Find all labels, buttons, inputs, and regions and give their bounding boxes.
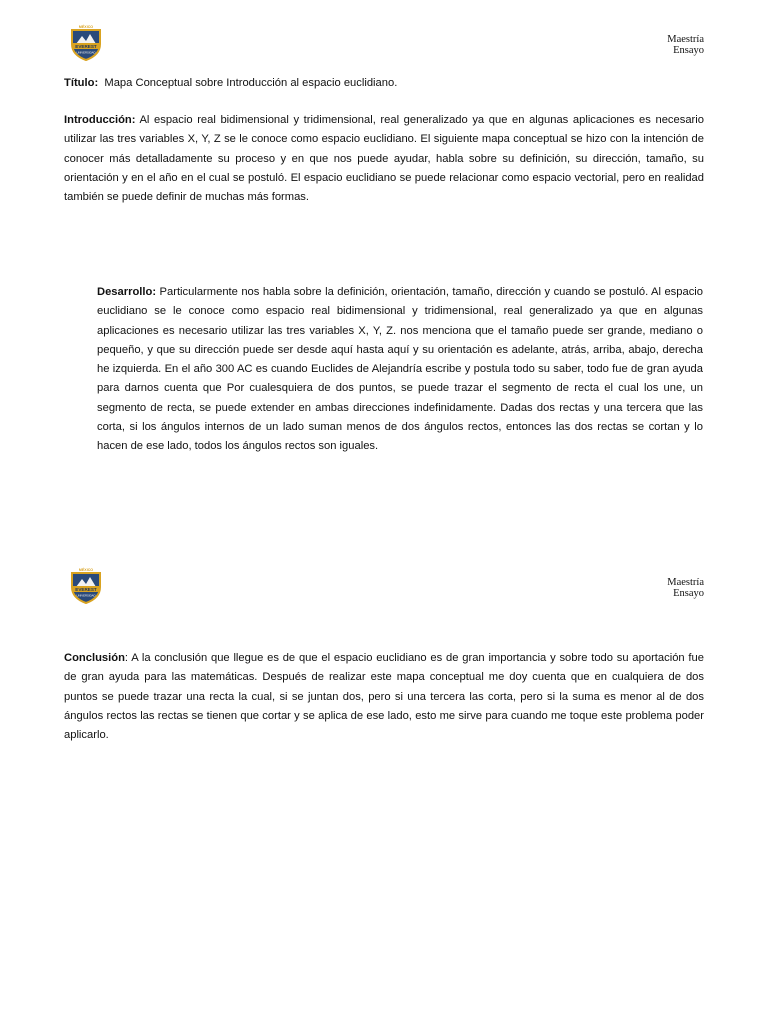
- header-type: Ensayo: [673, 45, 704, 56]
- introduction-paragraph: [64, 111, 704, 207]
- conclusion-label: Conclusión: [64, 652, 125, 664]
- page-header-right: [667, 34, 704, 56]
- university-shield-logo-icon: [66, 565, 106, 605]
- svg-text:MÉXICO: MÉXICO: [78, 25, 94, 29]
- title-text: Mapa Conceptual sobre Introducción al espacio euclidiano.: [104, 77, 398, 89]
- svg-text:MÉXICO: MÉXICO: [78, 568, 94, 572]
- page2-header-right: [667, 577, 704, 599]
- university-logo: [66, 22, 106, 62]
- introduction-label: Introducción:: [64, 114, 136, 126]
- conclusion-paragraph: [64, 649, 704, 745]
- development-paragraph: [97, 283, 703, 457]
- document-title: [64, 74, 704, 93]
- header-program: Maestría: [667, 577, 704, 588]
- svg-text:UNIVERSIDAD: UNIVERSIDAD: [76, 50, 96, 55]
- development-label: Desarrollo:: [97, 286, 157, 298]
- svg-text:UNIVERSIDAD: UNIVERSIDAD: [76, 593, 96, 598]
- university-shield-logo-icon: [66, 22, 106, 62]
- header-type: Ensayo: [673, 588, 704, 599]
- svg-text:EVEREST: EVEREST: [75, 587, 97, 592]
- introduction-text: Al espacio real bidimensional y tridimensional, real generalizado ya que en algunas aplicaciones es necesario utilizar las tres variables X, Y, Z se le conoce como espacio euclidiano. El siguiente mapa conceptual se hizo con la intención de conocer más detalladamente su proceso y en que nos puede ayudar, habla sobre su definición, su dirección, tamaño, su orientación y en el año en el cual se postuló. El espacio euclidiano se puede relacionar como espacio vectorial, pero en realidad también se puede definir de muchas más formas.: [64, 114, 704, 204]
- university-logo-page2: [66, 565, 106, 605]
- header-program: Maestría: [667, 34, 704, 45]
- svg-text:EVEREST: EVEREST: [75, 44, 97, 49]
- development-text: Particularmente nos habla sobre la definición, orientación, tamaño, dirección y cuando se postuló. Al espacio euclidiano se le conoce como espacio real bidimensional y tridimensional, real generalizado ya que en algunas aplicaciones es necesario utilizar las tres variables X, Y, Z. nos menciona que el tamaño puede ser grande, mediano o pequeño, y que su dirección puede ser desde aquí hasta aquí y su orientación es adelante, atrás, arriba, abajo, derecha he izquierda. En el año 300 AC es cuando Euclides de Alejandría escribe y postula todo su saber, todo fue de gran ayuda para darnos cuenta que Por cualesquiera de dos puntos, se puede trazar el segmento de recta el cual los une, un segmento de recta, se puede extender en ambas direcciones indefinidamente. Dadas dos rectas y una tercera que las corta, si los ángulos internos de un lado suman menos de dos ángulos rectos, entonces las dos rectas se cortan y lo hacen de ese lado, todos los ángulos rectos son iguales.: [97, 286, 704, 453]
- conclusion-text: : A la conclusión que llegue es de que el espacio euclidiano es de gran importancia y sobre todo su aportación fue de gran ayuda para las matemáticas. Después de realizar este mapa conceptual me doy cuenta que en cualquiera de dos puntos se puede trazar una recta la cual, si se juntan dos, pero si una tercera las corta, pero si la suma es menor al de dos ángulos rectos las rectas se tienen que cortar y se aplica de ese lado, esto me sirve para cuando me toque este problema poder aplicarlo.: [64, 652, 704, 742]
- title-label: Título:: [64, 77, 99, 89]
